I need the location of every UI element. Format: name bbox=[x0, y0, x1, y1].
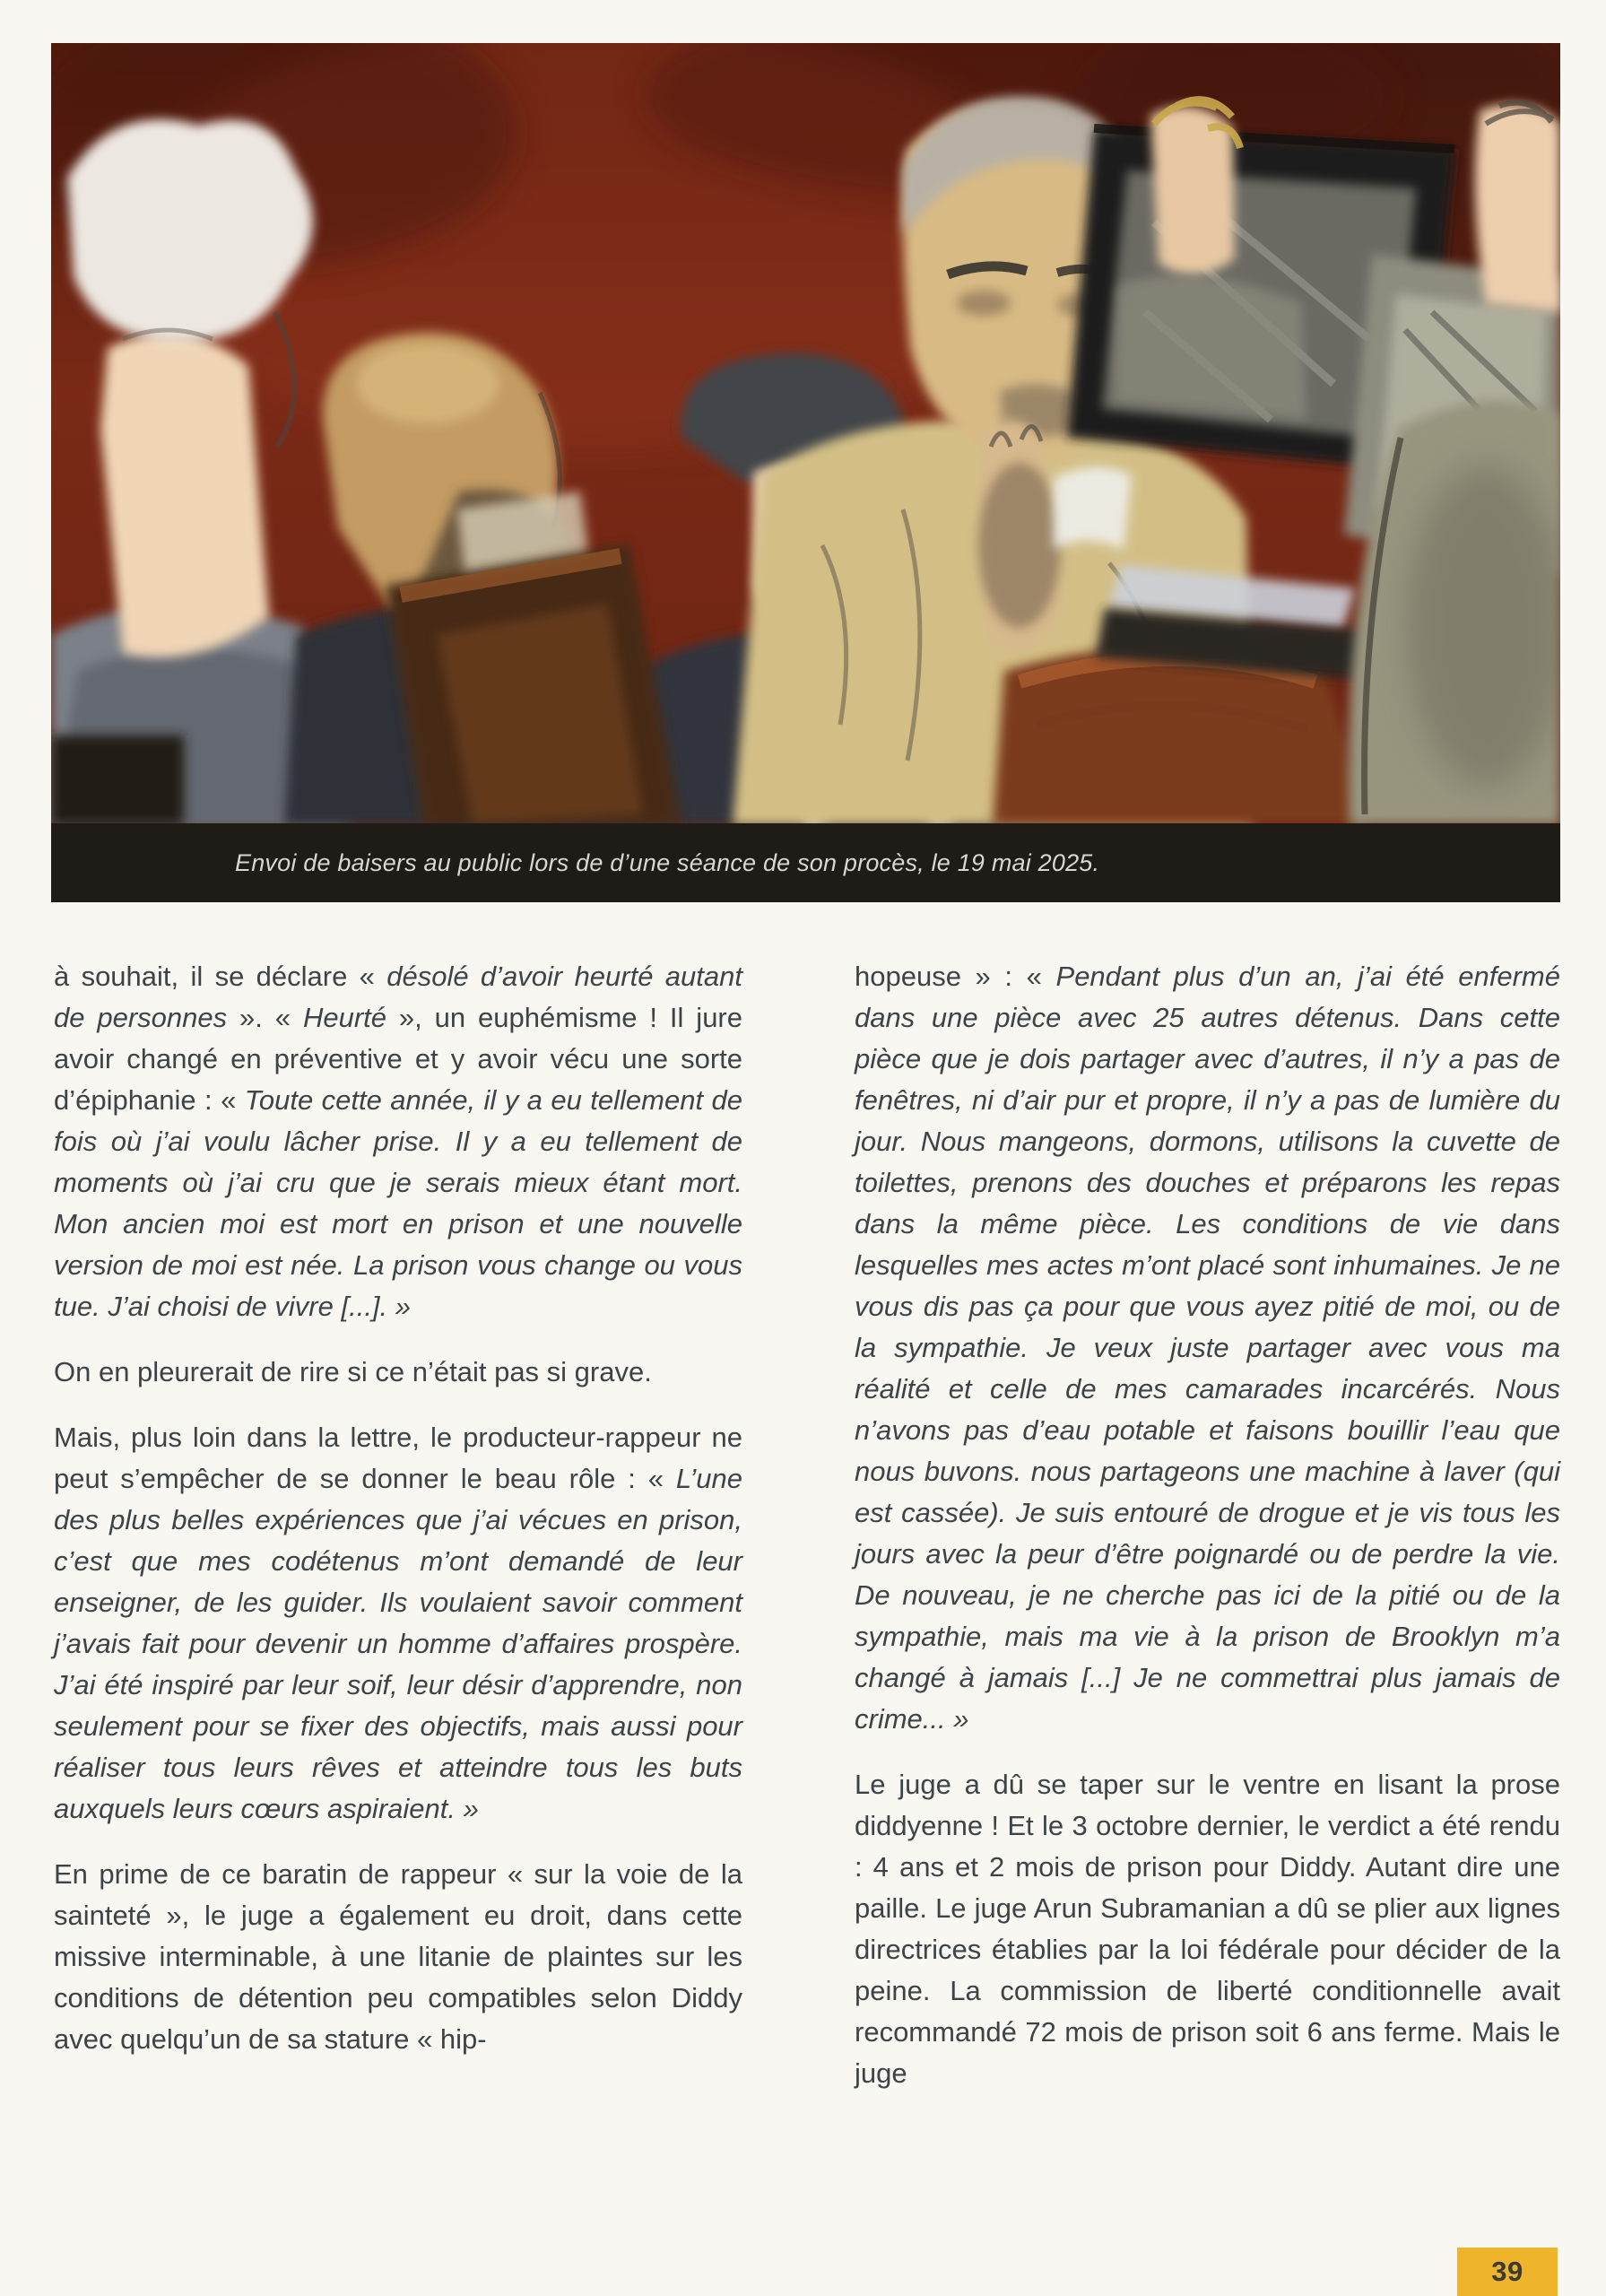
article-column-left bbox=[54, 956, 742, 2094]
article-paragraph: On en pleurerait de rire si ce n’était pas si grave. bbox=[54, 1356, 652, 1387]
courtroom-sketch-illustration bbox=[51, 43, 1560, 823]
page-number-tab bbox=[1457, 2248, 1558, 2296]
figure bbox=[51, 43, 1560, 902]
article-paragraph: hopeuse » : « Pendant plus d’un an, j’ai été enfermé dans une pièce avec 25 autres détenus. Dans cette pièce que je dois partager avec d’autres, il n’y a pas de fenêtres, ni d’air pur et propre, il n’y a pas de lumière du jour. Nous mangeons, dormons, utilisons la cuvette de toilettes, prenons des douches et préparons les repas dans la même pièce. Les conditions de vie dans lesquelles mes actes m’ont placé sont inhumaines. Je ne vous dis pas ça pour que vous ayez pitié de moi, ou de la sympathie. Je veux juste partager avec vous ma réalité et celle de mes camarades incarcérés. Nous n’avons pas d’eau potable et faisons bouillir l’eau que nous buvons. nous partageons une machine à laver (qui est cassée). Je suis entouré de drogue et je vis tous les jours avec la peur d’être poignardé ou de perdre la vie. De nouveau, je ne cherche pas ici de la pitié ou de la sympathie, mais ma vie à la prison de Brooklyn m’a changé à jamais [...] Je ne commettrai plus jamais de crime... » bbox=[855, 961, 1560, 1735]
article-body bbox=[54, 956, 1562, 2094]
article-paragraph: En prime de ce baratin de rappeur « sur la voie de la sainteté », le juge a également eu droit, dans cette missive interminable, à une litanie de plaintes sur les conditions de détention peu compatibles selon Diddy avec quelqu’un de sa stature « hip- bbox=[54, 1858, 742, 2055]
article-paragraph: Le juge a dû se taper sur le ventre en lisant la prose diddyenne ! Et le 3 octobre dernier, le verdict a été rendu : 4 ans et 2 mois de prison pour Diddy. Autant dire une paille. Le juge Arun Subramanian a dû se plier aux lignes directrices établies par la loi fédérale pour décider de la peine. La commission de liberté conditionnelle avait recommandé 72 mois de prison soit 6 ans ferme. Mais le juge bbox=[855, 1769, 1560, 2089]
article-paragraph: Mais, plus loin dans la lettre, le producteur-rappeur ne peut s’empêcher de se donner le beau rôle : « L’une des plus belles expériences que j’ai vécues en prison, c’est que mes codétenus m’ont demandé de leur enseigner, de les guider. Ils voulaient savoir comment j’avais fait pour devenir un homme d’affaires prospère. J’ai été inspiré par leur soif, leur désir d’apprendre, non seulement pour se fixer des objectifs, mais aussi pour réaliser tous leurs rêves et atteindre tous les buts auxquels leurs cœurs aspiraient. » bbox=[54, 1422, 742, 1824]
figure-caption: Envoi de baisers au public lors de d’une séance de son procès, le 19 mai 2025. bbox=[235, 848, 1100, 876]
caption-bar bbox=[51, 823, 1560, 902]
article-column-right bbox=[855, 956, 1560, 2094]
article-paragraph: à souhait, il se déclare « désolé d’avoir heurté autant de personnes ». « Heurté », un euphémisme ! Il jure avoir changé en préventive et y avoir vécu une sorte d’épiphanie : « Toute cette année, il y a eu tellement de fois où j’ai voulu lâcher prise. Il y a eu tellement de moments où j’ai cru que je serais mieux étant mort. Mon ancien moi est mort en prison et une nouvelle version de moi est née. La prison vous change ou vous tue. J’ai choisi de vivre [...]. » bbox=[54, 961, 743, 1322]
page-number: 39 bbox=[1491, 2256, 1524, 2287]
